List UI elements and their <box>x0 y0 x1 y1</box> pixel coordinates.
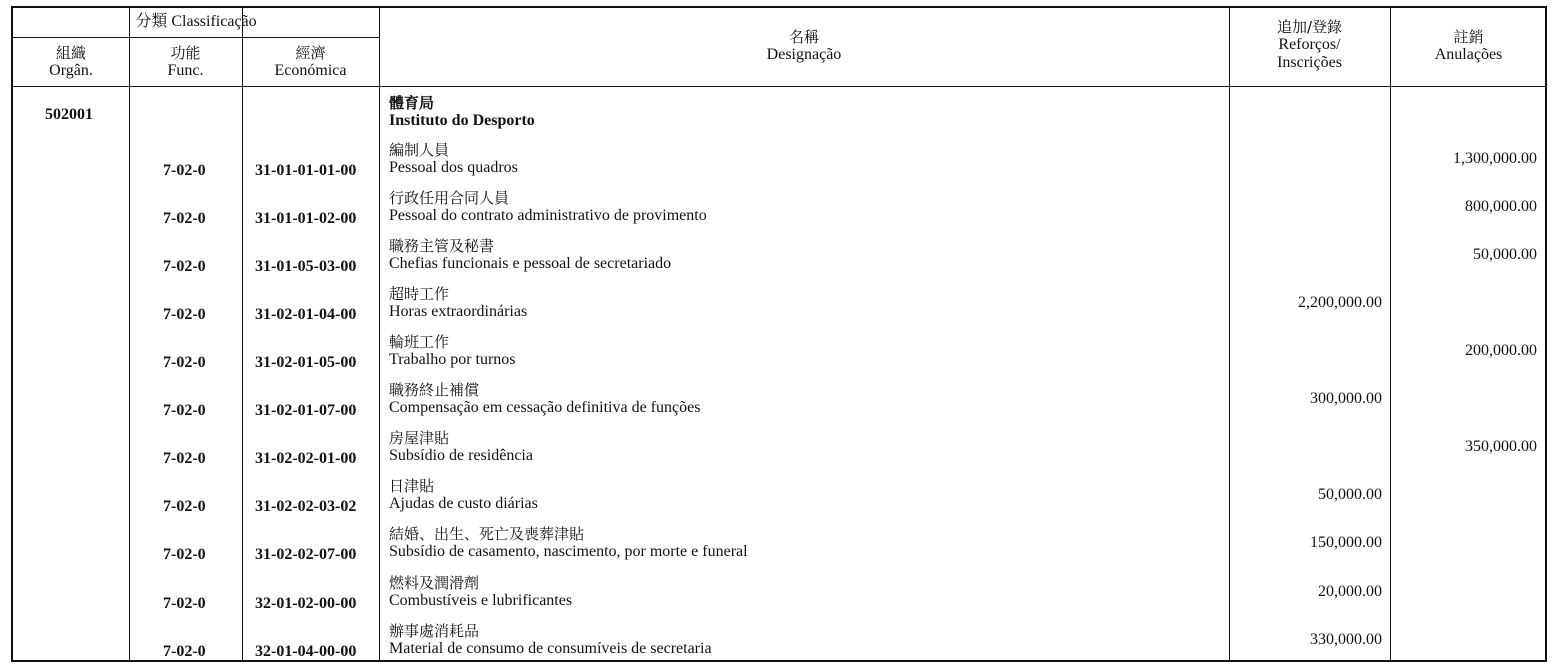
designation-chinese: 結婚、出生、死亡及喪葬津貼 <box>389 525 585 543</box>
designation-chinese: 編制人員 <box>389 141 450 159</box>
cancellation-amount: 800,000.00 <box>1465 198 1537 215</box>
column-divider <box>242 8 243 660</box>
economic-code: 31-02-01-04-00 <box>255 306 357 323</box>
designation <box>389 285 527 321</box>
reinforcement-amount: 300,000.00 <box>1310 390 1382 407</box>
column-divider <box>1390 8 1391 660</box>
economic-column-header: 經濟 Económica <box>274 44 347 79</box>
function-code: 7-02-0 <box>163 210 206 227</box>
designation-chinese: 日津貼 <box>389 477 435 495</box>
function-code: 7-02-0 <box>163 450 206 467</box>
function-code: 7-02-0 <box>163 546 206 563</box>
designation-chinese: 燃料及潤滑劑 <box>389 574 480 592</box>
column-divider <box>379 8 380 660</box>
designation-portuguese: Ajudas de custo diárias <box>389 495 538 512</box>
designation-chinese: 房屋津貼 <box>389 429 450 447</box>
economic-code: 31-01-05-03-00 <box>255 258 357 275</box>
designation-portuguese: Chefias funcionais e pessoal de secretariado <box>389 255 672 272</box>
economic-code: 31-02-02-07-00 <box>255 546 357 563</box>
economic-code: 31-01-01-02-00 <box>255 210 357 227</box>
reinforcement-amount: 50,000.00 <box>1318 486 1382 503</box>
designation-chinese: 辦事處消耗品 <box>389 622 480 640</box>
budget-table <box>11 6 1547 662</box>
cancellation-amount: 50,000.00 <box>1473 246 1537 263</box>
designation-chinese: 輪班工作 <box>389 333 450 351</box>
cancellations-column-header: 註銷 Anulações <box>1434 28 1503 63</box>
designation-portuguese: Subsídio de casamento, nascimento, por morte e funeral <box>389 543 748 560</box>
designation <box>389 189 707 225</box>
designation-portuguese: Trabalho por turnos <box>389 351 516 368</box>
function-column-header: 功能 Func. <box>167 44 204 79</box>
designation <box>389 141 518 177</box>
designation-portuguese: Compensação em cessação definitiva de funções <box>389 399 701 416</box>
column-divider <box>1229 8 1230 660</box>
entity-organ-code: 502001 <box>45 106 93 123</box>
function-code: 7-02-0 <box>163 306 206 323</box>
classification-header: 分類 Classificação <box>135 13 257 30</box>
header-subdivider <box>13 37 379 38</box>
reinforcement-amount: 20,000.00 <box>1318 583 1382 600</box>
economic-code: 31-02-02-03-02 <box>255 498 357 515</box>
designation-portuguese: Subsídio de residência <box>389 447 533 464</box>
cancellation-amount: 350,000.00 <box>1465 438 1537 455</box>
designation-portuguese: Pessoal do contrato administrativo de provimento <box>389 207 707 224</box>
entity-name: 體育局 Instituto do Desporto <box>389 94 535 129</box>
designation-chinese: 職務主管及秘書 <box>389 237 495 255</box>
function-code: 7-02-0 <box>163 162 206 179</box>
designation <box>389 525 748 561</box>
economic-code: 31-02-01-05-00 <box>255 354 357 371</box>
reinforcement-amount: 2,200,000.00 <box>1298 294 1382 311</box>
designation <box>389 622 712 658</box>
designation-portuguese: Pessoal dos quadros <box>389 159 518 176</box>
designation-chinese: 行政任用合同人員 <box>389 189 510 207</box>
designation <box>389 333 516 369</box>
reinforcement-amount: 150,000.00 <box>1310 534 1382 551</box>
cancellation-amount: 200,000.00 <box>1465 342 1537 359</box>
cancellation-amount: 1,300,000.00 <box>1453 150 1537 167</box>
economic-code: 31-02-02-01-00 <box>255 450 357 467</box>
function-code: 7-02-0 <box>163 595 206 612</box>
designation <box>389 237 671 273</box>
reinforcements-column-header: 追加/登錄 Reforços/ Inscrições <box>1276 18 1343 71</box>
reinforcement-amount: 330,000.00 <box>1310 631 1382 648</box>
designation <box>389 477 538 513</box>
designation <box>389 429 533 465</box>
designation <box>389 574 572 610</box>
designation-portuguese: Horas extraordinárias <box>389 303 528 320</box>
designation-column-header: 名稱 Designação <box>766 28 842 63</box>
column-divider <box>129 8 130 660</box>
designation <box>389 381 700 417</box>
economic-code: 31-02-01-07-00 <box>255 402 357 419</box>
function-code: 7-02-0 <box>163 643 206 660</box>
economic-code: 31-01-01-01-00 <box>255 162 357 179</box>
economic-code: 32-01-02-00-00 <box>255 595 357 612</box>
function-code: 7-02-0 <box>163 354 206 371</box>
function-code: 7-02-0 <box>163 402 206 419</box>
header-bottom-rule <box>13 86 1545 87</box>
designation-portuguese: Combustíveis e lubrificantes <box>389 592 573 609</box>
function-code: 7-02-0 <box>163 258 206 275</box>
designation-chinese: 職務終止補償 <box>389 381 480 399</box>
function-code: 7-02-0 <box>163 498 206 515</box>
economic-code: 32-01-04-00-00 <box>255 643 357 660</box>
organ-column-header: 組織 Orgân. <box>49 44 93 79</box>
designation-portuguese: Material de consumo de consumíveis de secretaria <box>389 640 712 657</box>
designation-chinese: 超時工作 <box>389 285 450 303</box>
